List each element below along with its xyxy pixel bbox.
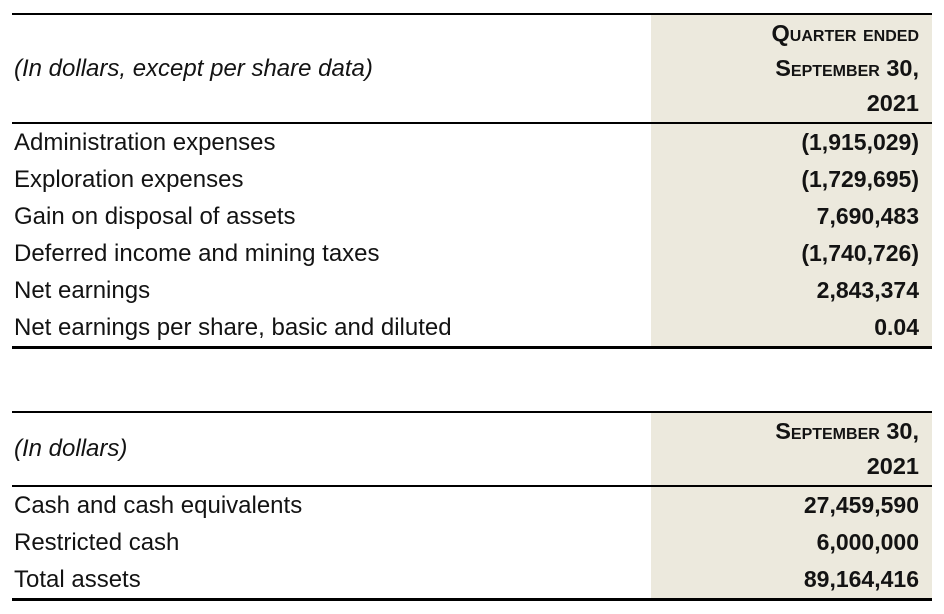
column-header-line: 2021 [866, 453, 919, 479]
table-row [12, 124, 932, 161]
row-label: Net earnings [14, 277, 151, 304]
table-row [12, 309, 932, 346]
column-header-period [651, 413, 932, 485]
row-value: (1,729,695) [651, 161, 932, 198]
row-value: (1,740,726) [651, 235, 932, 272]
row-value: 2,843,374 [651, 272, 932, 309]
row-value: (1,915,029) [651, 124, 932, 161]
row-label: Restricted cash [14, 529, 180, 556]
table-header-row [12, 413, 932, 487]
table-caption: (In dollars) [14, 435, 128, 462]
column-header-line: 2021 [866, 90, 919, 116]
table-row [12, 235, 932, 272]
row-label: Exploration expenses [14, 166, 244, 193]
row-value: 89,164,416 [651, 561, 932, 598]
row-value: 27,459,590 [651, 487, 932, 524]
row-value: 0.04 [651, 309, 932, 346]
table-body [12, 487, 932, 598]
row-label: Gain on disposal of assets [14, 203, 296, 230]
row-label: Deferred income and mining taxes [14, 240, 380, 267]
table-row [12, 487, 932, 524]
table-body [12, 124, 932, 346]
balance-sheet-table [12, 411, 932, 601]
income-statement-table [12, 13, 932, 349]
table-caption: (In dollars, except per share data) [14, 54, 373, 82]
table-row [12, 161, 932, 198]
row-label: Administration expenses [14, 129, 276, 156]
table-row [12, 561, 932, 598]
column-header-line: September 30, [775, 418, 919, 444]
table-header-row [12, 15, 932, 124]
row-label: Net earnings per share, basic and diluted [14, 314, 452, 341]
column-header-line: September 30, [775, 55, 919, 81]
table-row [12, 524, 932, 561]
table-row [12, 198, 932, 235]
row-label: Cash and cash equivalents [14, 492, 303, 519]
column-header-line: Quarter ended [771, 20, 919, 46]
row-value: 6,000,000 [651, 524, 932, 561]
row-label: Total assets [14, 566, 141, 593]
table-row [12, 272, 932, 309]
row-value: 7,690,483 [651, 198, 932, 235]
column-header-period [651, 15, 932, 122]
